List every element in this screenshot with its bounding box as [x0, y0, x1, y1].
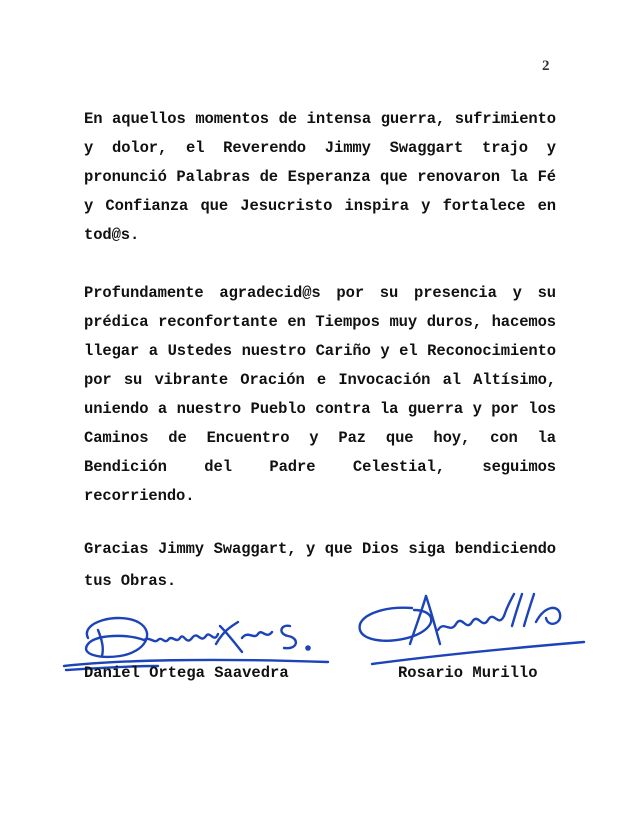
signer-name-right: Rosario Murillo — [398, 664, 538, 682]
page-number: 2 — [542, 58, 550, 74]
paragraph-war-and-hope: En aquellos momentos de intensa guerra, sufrimiento y dolor, el Reverendo Jimmy Swaggart trajo y pronunció Palabras de Esperanza que renovaron la Fé y Confianza que Jesucristo inspira y fortalece en tod@s. — [84, 110, 556, 244]
paragraph-gratitude: Profundamente agradecid@s por su presencia y su prédica reconfortante en Tiempos muy duros, hacemos llegar a Ustedes nuestro Cariño y el Reconocimiento por su vibrante Oración e Invocación al Altísimo, uniendo a nuestro Pueblo contra la guerra y por los Caminos de Encuentro y Paz que hoy, con la Bendición del Padre Celestial, seguimos recorriendo. — [84, 284, 556, 505]
signature-rosario-murillo — [352, 586, 592, 672]
signer-name-left: Daniel Ortega Saavedra — [84, 664, 289, 682]
paragraph-thanks: Gracias Jimmy Swaggart, y que Dios siga bendiciendo tus Obras. — [84, 540, 556, 590]
